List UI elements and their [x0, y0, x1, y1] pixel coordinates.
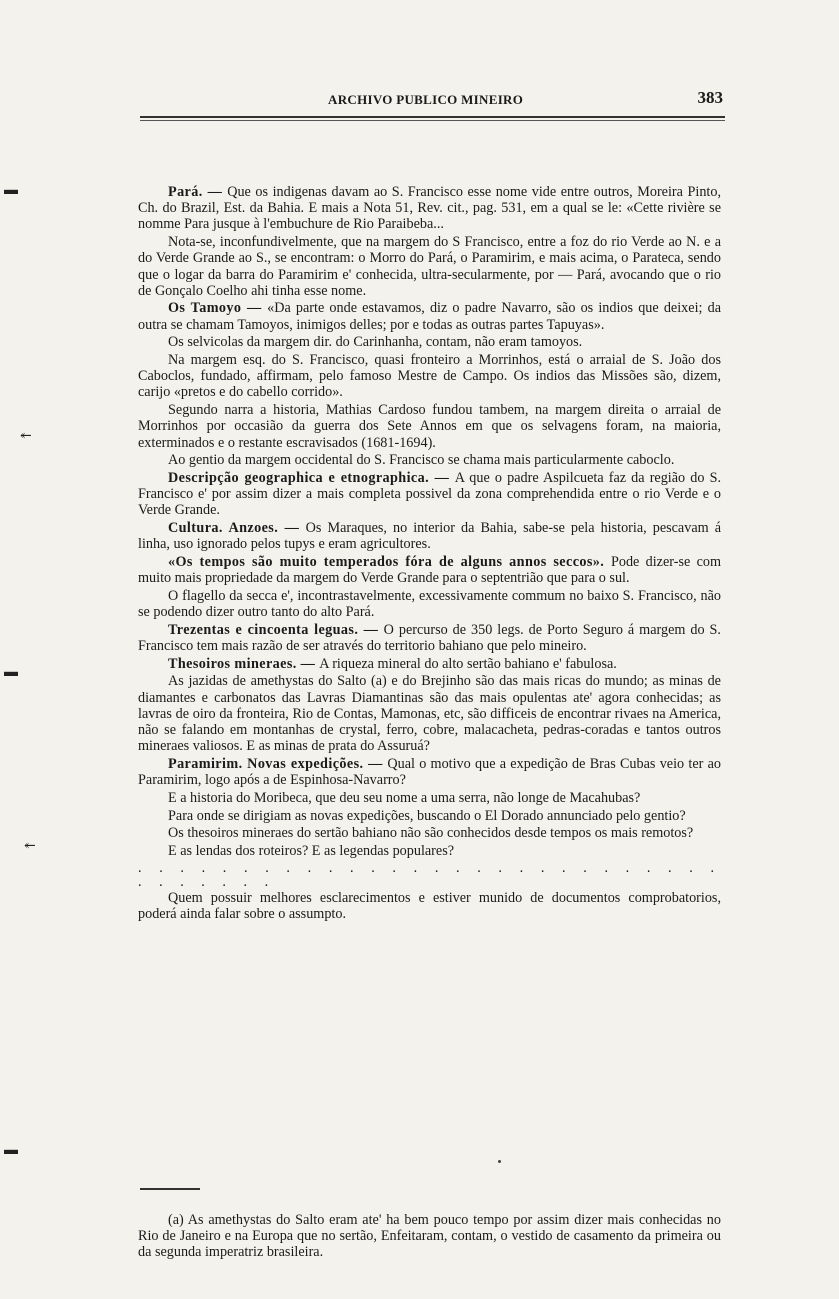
- paragraph: [138, 673, 721, 754]
- margin-mark: ▬: [4, 665, 18, 680]
- paragraph-text: Os selvicolas da margem dir. do Carinhanha, contam, não eram tamoyos.: [168, 334, 583, 351]
- paragraph: [138, 234, 721, 299]
- running-title: ARCHIVO PUBLICO MINEIRO: [328, 92, 524, 107]
- paragraph: [138, 554, 721, 586]
- margin-mark: ↞: [24, 839, 36, 854]
- paragraph-text: Os thesoiros mineraes do sertão bahiano não são conhecidos desde tempos os mais remotos?: [168, 825, 694, 842]
- paragraph-text: Ao gentio da margem occidental do S. Francisco se chama mais particularmente caboclo.: [168, 452, 675, 469]
- paragraph: [138, 656, 721, 672]
- paragraph: [138, 300, 721, 332]
- paragraph: [138, 470, 721, 519]
- paragraph: [138, 520, 721, 552]
- paragraph-text: Os Maraques, no interior da Bahia, sabe-se pela historia, pescavam á linha, uso ignorado pelos tupys e eram agricultores.: [138, 520, 721, 553]
- paragraph: [138, 843, 721, 859]
- ink-dot: [498, 1160, 501, 1163]
- footnote: [138, 1212, 721, 1261]
- paragraph: [138, 402, 721, 451]
- header-rule-thin: [140, 120, 725, 121]
- paragraph: [138, 756, 721, 788]
- paragraph-heading: Pará. —: [168, 184, 228, 200]
- page-number: 383: [697, 88, 723, 107]
- paragraph: [138, 588, 721, 620]
- running-header: [140, 88, 725, 112]
- footnote-text: (a) As amethystas do Salto eram ate' ha bem pouco tempo por assim dizer mais conhecidas no Rio de Janeiro e na Europa que no sertão, Enfeitaram, contam, o vestido de casamento da primeira ou da segunda imperatriz brasileira.: [138, 1212, 721, 1261]
- paragraph-text: Qual o motivo que a expedição de Bras Cubas veio ter ao Paramirim, logo após a de Espinhosa-Navarro?: [138, 755, 721, 789]
- closing-paragraph: Quem possuir melhores esclarecimentos e estiver munido de documentos comprobatorios, poderá ainda falar sobre o assumpto.: [138, 890, 721, 923]
- paragraph-heading: Cultura. Anzoes. —: [168, 520, 306, 537]
- paragraph-heading: «Os tempos são muito temperados fóra de alguns annos seccos».: [168, 553, 611, 570]
- paragraph-text: Segundo narra a historia, Mathias Cardoso fundou tambem, na margem direita o arraial de Morrinhos por occasião da guerra dos Sete Annos em que os selvagens foram, na maioria, exterminados e o restante escravisados (1681-1694).: [138, 402, 721, 451]
- margin-mark: ▬: [4, 1143, 18, 1158]
- paragraph: [138, 622, 721, 654]
- header-rule: [140, 116, 725, 118]
- paragraph: [138, 334, 721, 350]
- paragraph-text: Na margem esq. do S. Francisco, quasi fronteiro a Morrinhos, está o arraial de S. João dos Caboclos, fundado, affirmam, pelo famoso Mestre de Campo. Os indios das Missões são, dizem, carijo «pretos e do cabello corrido».: [138, 352, 721, 401]
- paragraph: [138, 825, 721, 841]
- paragraph-text: E as lendas dos roteiros? E as legendas populares?: [168, 842, 455, 859]
- paragraph-text: As jazidas de amethystas do Salto (a) e do Brejinho são das mais ricas do mundo; as minas de diamantes e carbonatos das Lavras Diamantinas são das mais opulentas ate' agora conhecidas; as lavras de oiro da fronteira, Rio de Contas, Mamonas, etc, são difficeis de encontrar rivaes na America, não se falando em montanhas de crystal, ferro, cobre, malacacheta, pedras-coradas e tantos outros mineraes valiosos. E as minas de prata do Assuruá?: [138, 673, 721, 755]
- paragraph-text: O percurso de 350 legs. de Porto Seguro á margem do S. Francisco tem mais razão de ser através do territorio bahiano que pelo mineiro.: [138, 621, 721, 654]
- paragraph: [138, 452, 721, 468]
- paragraph-text: Nota-se, inconfundivelmente, que na margem do S Francisco, entre a foz do rio Verde ao N. e a do Verde Grande ao S., se encontram: o Morro do Pará, o Paramirim, e mais acima, o Parateca, sendo que o logar da barra do Paramirim e' conhecida, ultra-secularmente, por — Pará, avocando que o rio de Gonçalo Coelho ahi tinha esse nome.: [138, 234, 721, 299]
- paragraph-text: O flagello da secca e', incontrastavelmente, excessivamente commum no baixo S. Francisco, não se podendo dizer outro tanto do alto Pará.: [138, 587, 721, 621]
- article-body: [138, 184, 721, 924]
- margin-mark: ↞: [20, 429, 32, 444]
- paragraph-heading: Paramirim. Novas expedições. —: [168, 755, 388, 772]
- paragraph-heading: Trezentas e cincoenta leguas. —: [168, 621, 384, 638]
- paragraph: [138, 352, 721, 401]
- ellipsis-dots: . . . . . . . . . . . . . . . . . . . . . . . . . . . . . . . . . . .: [138, 859, 721, 890]
- paragraph-heading: Descripção geographica e etnographica. —: [168, 469, 455, 486]
- paragraph-heading: Os Tamoyo —: [168, 300, 268, 317]
- footnote-separator: [140, 1188, 200, 1190]
- paragraph: [138, 790, 721, 806]
- paragraph: [138, 808, 721, 824]
- paragraph-text: «Da parte onde estavamos, diz o padre Navarro, são os indios que deixei; da outra se chamam Tamoyos, inimigos delles; por e todas as outras partes Tapuyas».: [138, 300, 721, 333]
- paragraph-text: Para onde se dirigiam as novas expedições, buscando o El Dorado annunciado pelo gentio?: [168, 807, 686, 824]
- paragraph: [138, 184, 721, 233]
- paragraph-text: A que o padre Aspilcueta faz da região do S. Francisco e' por assim dizer a mais completa possivel da zona comprehendida entre o rio Verde e o Verde Grande.: [138, 469, 722, 519]
- paragraph-text: A riqueza mineral do alto sertão bahiano e' fabulosa.: [319, 655, 617, 672]
- margin-mark: ▬: [4, 183, 18, 198]
- paragraph-text: Que os indigenas davam ao S. Francisco esse nome vide entre outros, Moreira Pinto, Ch. do Brazil, Est. da Bahia. E mais a Nota 51, Rev. cit., pag. 531, em a qual se le: «Cette rivière se nomme Para jusque à l'embuchure de Rio Paraibeba...: [138, 184, 721, 233]
- paragraph-heading: Thesoiros mineraes. —: [168, 655, 320, 672]
- paragraph-text: Pode dizer-se com muito mais propriedade da margem do Verde Grande para o septentrião que para o sul.: [138, 553, 721, 587]
- paragraph-text: E a historia do Moribeca, que deu seu nome a uma serra, não longe de Macahubas?: [168, 789, 641, 806]
